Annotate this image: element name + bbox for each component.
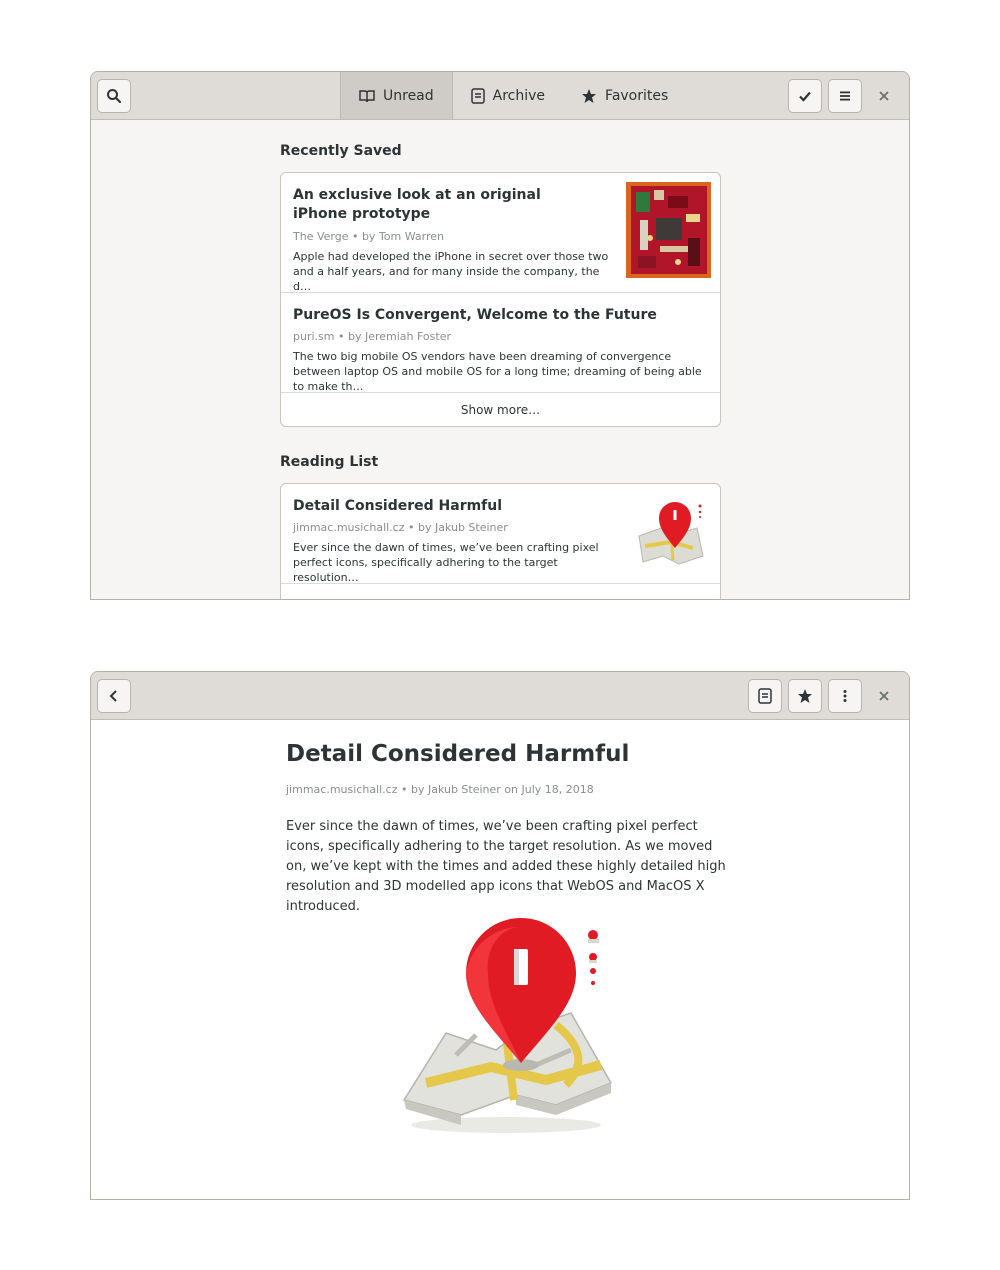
checkmark-icon xyxy=(798,89,812,103)
article-excerpt: The two big mobile OS vendors have been dreaming of convergence between laptop OS and mobile OS for a long time; dreaming of being able to make th… xyxy=(293,350,702,393)
vertical-ellipsis-icon xyxy=(838,689,852,703)
archive-icon xyxy=(758,688,772,704)
section-title-recently-saved: Recently Saved xyxy=(280,143,402,159)
view-switcher xyxy=(340,72,686,119)
back-button[interactable] xyxy=(97,679,131,713)
tab-label: Favorites xyxy=(605,87,669,104)
article-excerpt: Apple had developed the iPhone in secret over those two and a half years, and for many inside the company, the d… xyxy=(293,250,609,293)
tab-archive[interactable] xyxy=(453,72,563,119)
article-title: Detail Considered Harmful xyxy=(293,498,503,514)
close-button[interactable] xyxy=(873,85,895,107)
list-item[interactable] xyxy=(281,584,720,600)
archive-icon xyxy=(471,88,485,104)
section-title-reading-list: Reading List xyxy=(280,454,379,470)
search-icon xyxy=(106,88,122,104)
article-window xyxy=(90,671,910,1200)
list-item[interactable] xyxy=(281,484,720,584)
show-more-button[interactable]: Show more… xyxy=(460,403,541,417)
star-icon xyxy=(581,88,597,104)
article-meta: puri.sm • by Jeremiah Foster xyxy=(293,330,451,343)
map-pin-thumbnail xyxy=(631,498,711,574)
book-open-icon xyxy=(359,89,375,103)
star-icon xyxy=(797,688,813,704)
search-button[interactable] xyxy=(97,79,131,113)
library-content xyxy=(91,120,909,600)
article-meta: The Verge • by Tom Warren xyxy=(293,230,444,243)
chevron-left-icon xyxy=(107,689,121,703)
library-window xyxy=(90,71,910,600)
article-title: An exclusive look at an original iPhone prototype xyxy=(293,187,541,222)
main-menu-button[interactable] xyxy=(828,79,862,113)
article-title: Detail Considered Harmful xyxy=(286,741,630,767)
close-icon xyxy=(879,691,889,701)
article-view xyxy=(91,720,909,1200)
article-body: Ever since the dawn of times, we’ve been crafting pixel perfect icons, specifically adhering to the target resolution. As we moved on, we’ve kept with the times and added these highly detailed high resolution and 3D modelled app icons that WebOS and MacOS X introduced. xyxy=(286,819,726,914)
article-meta: jimmac.musichall.cz • by Jakub Steiner on July 18, 2018 xyxy=(286,783,594,796)
tab-favorites[interactable] xyxy=(563,72,686,119)
article-thumbnail xyxy=(626,182,711,282)
list-item[interactable] xyxy=(281,173,720,293)
headerbar xyxy=(91,72,909,120)
archive-button[interactable] xyxy=(748,679,782,713)
list-item[interactable] xyxy=(281,293,720,393)
recently-saved-list xyxy=(280,172,721,427)
select-mode-button[interactable] xyxy=(788,79,822,113)
article-excerpt: Ever since the dawn of times, we’ve been crafting pixel perfect icons, specifically adhering to the target resolution… xyxy=(293,541,599,584)
tab-label: Archive xyxy=(492,87,546,104)
favorite-button[interactable] xyxy=(788,679,822,713)
headerbar xyxy=(91,672,909,720)
hamburger-menu-icon xyxy=(838,89,852,103)
article-title: PureOS Is Convergent, Welcome to the Future xyxy=(293,307,657,323)
map-pin-illustration xyxy=(396,915,626,1144)
tab-label: Unread xyxy=(383,87,434,104)
article-meta: jimmac.musichall.cz • by Jakub Steiner xyxy=(293,521,508,534)
close-icon xyxy=(879,91,889,101)
more-options-button[interactable] xyxy=(828,679,862,713)
reading-list xyxy=(280,483,721,600)
close-button[interactable] xyxy=(873,685,895,707)
tab-unread[interactable] xyxy=(340,72,453,119)
